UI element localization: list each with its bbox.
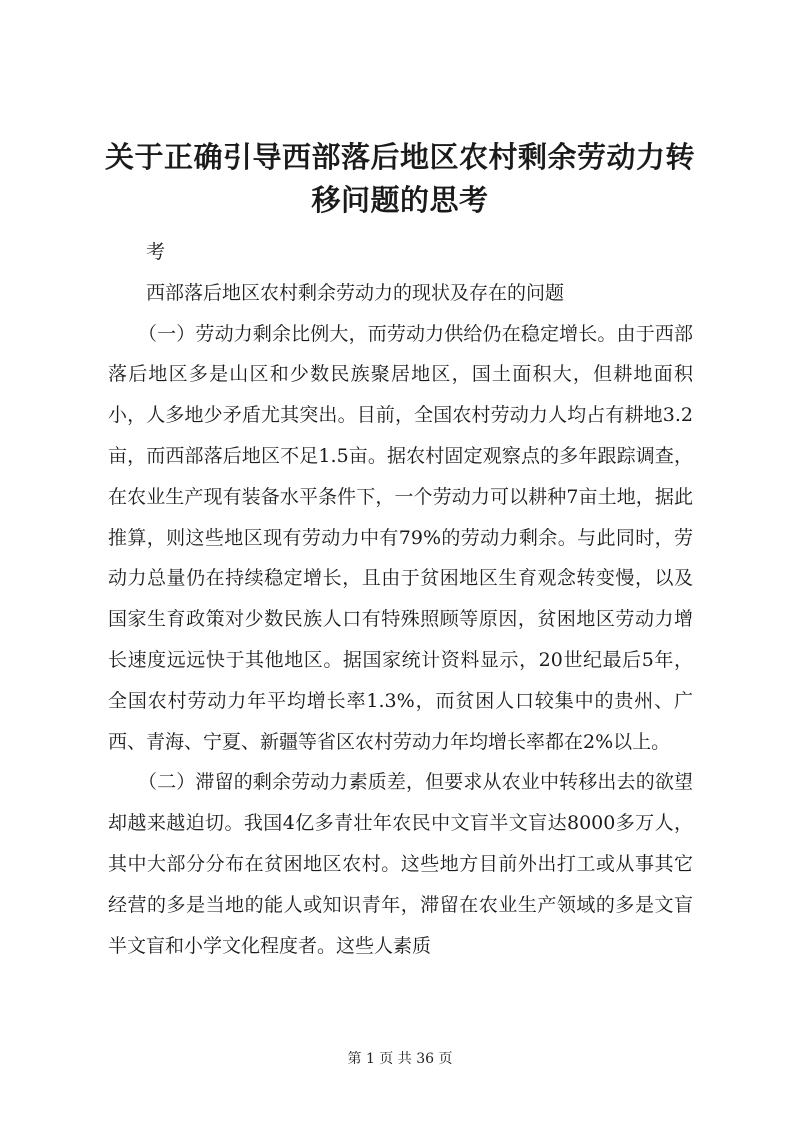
document-title: 关于正确引导西部落后地区农村剩余劳动力转移问题的思考 bbox=[104, 140, 695, 217]
document-body bbox=[108, 232, 693, 966]
paragraph: （二）滞留的剩余劳动力素质差，但要求从农业中转移出去的欲望却越来越迫切。我国4亿多青壮年农民中文盲半文盲达8000多万人，其中大部分分布在贫困地区农村。这些地方目前外出打工或从事其它经营的多是当地的能人或知识青年，滞留在农业生产领域的多是文盲半文盲和小学文化程度者。这些人素质 bbox=[108, 771, 693, 957]
page-number: 第 1 页 共 36 页 bbox=[347, 1051, 453, 1067]
paragraph: 考 bbox=[146, 241, 166, 263]
paragraph: （一）劳动力剩余比例大，而劳动力供给仍在稳定增长。由于西部落后地区多是山区和少数民族聚居地区，国土面积大，但耕地面积小，人多地少矛盾尤其突出。目前，全国农村劳动力人均占有耕地3.2亩，而西部落后地区不足1.5亩。据农村固定观察点的多年跟踪调查，在农业生产现有装备水平条件下，一个劳动力可以耕种7亩土地，据此推算，则这些地区现有劳动力中有79%的劳动力剩余。与此同时，劳动力总量仍在持续稳定增长，且由于贫困地区生育观念转变慢，以及国家生育政策对少数民族人口有特殊照顾等原因，贫困地区劳动力增长速度远远快于其他地区。据国家统计资料显示，20世纪最后5年，全国农村劳动力年平均增长率1.3%，而贫困人口较集中的贵州、广西、青海、宁夏、新疆等省区农村劳动力年均增长率都在2%以上。 bbox=[108, 322, 693, 753]
section-heading: 西部落后地区农村剩余劳动力的现状及存在的问题 bbox=[146, 281, 565, 304]
